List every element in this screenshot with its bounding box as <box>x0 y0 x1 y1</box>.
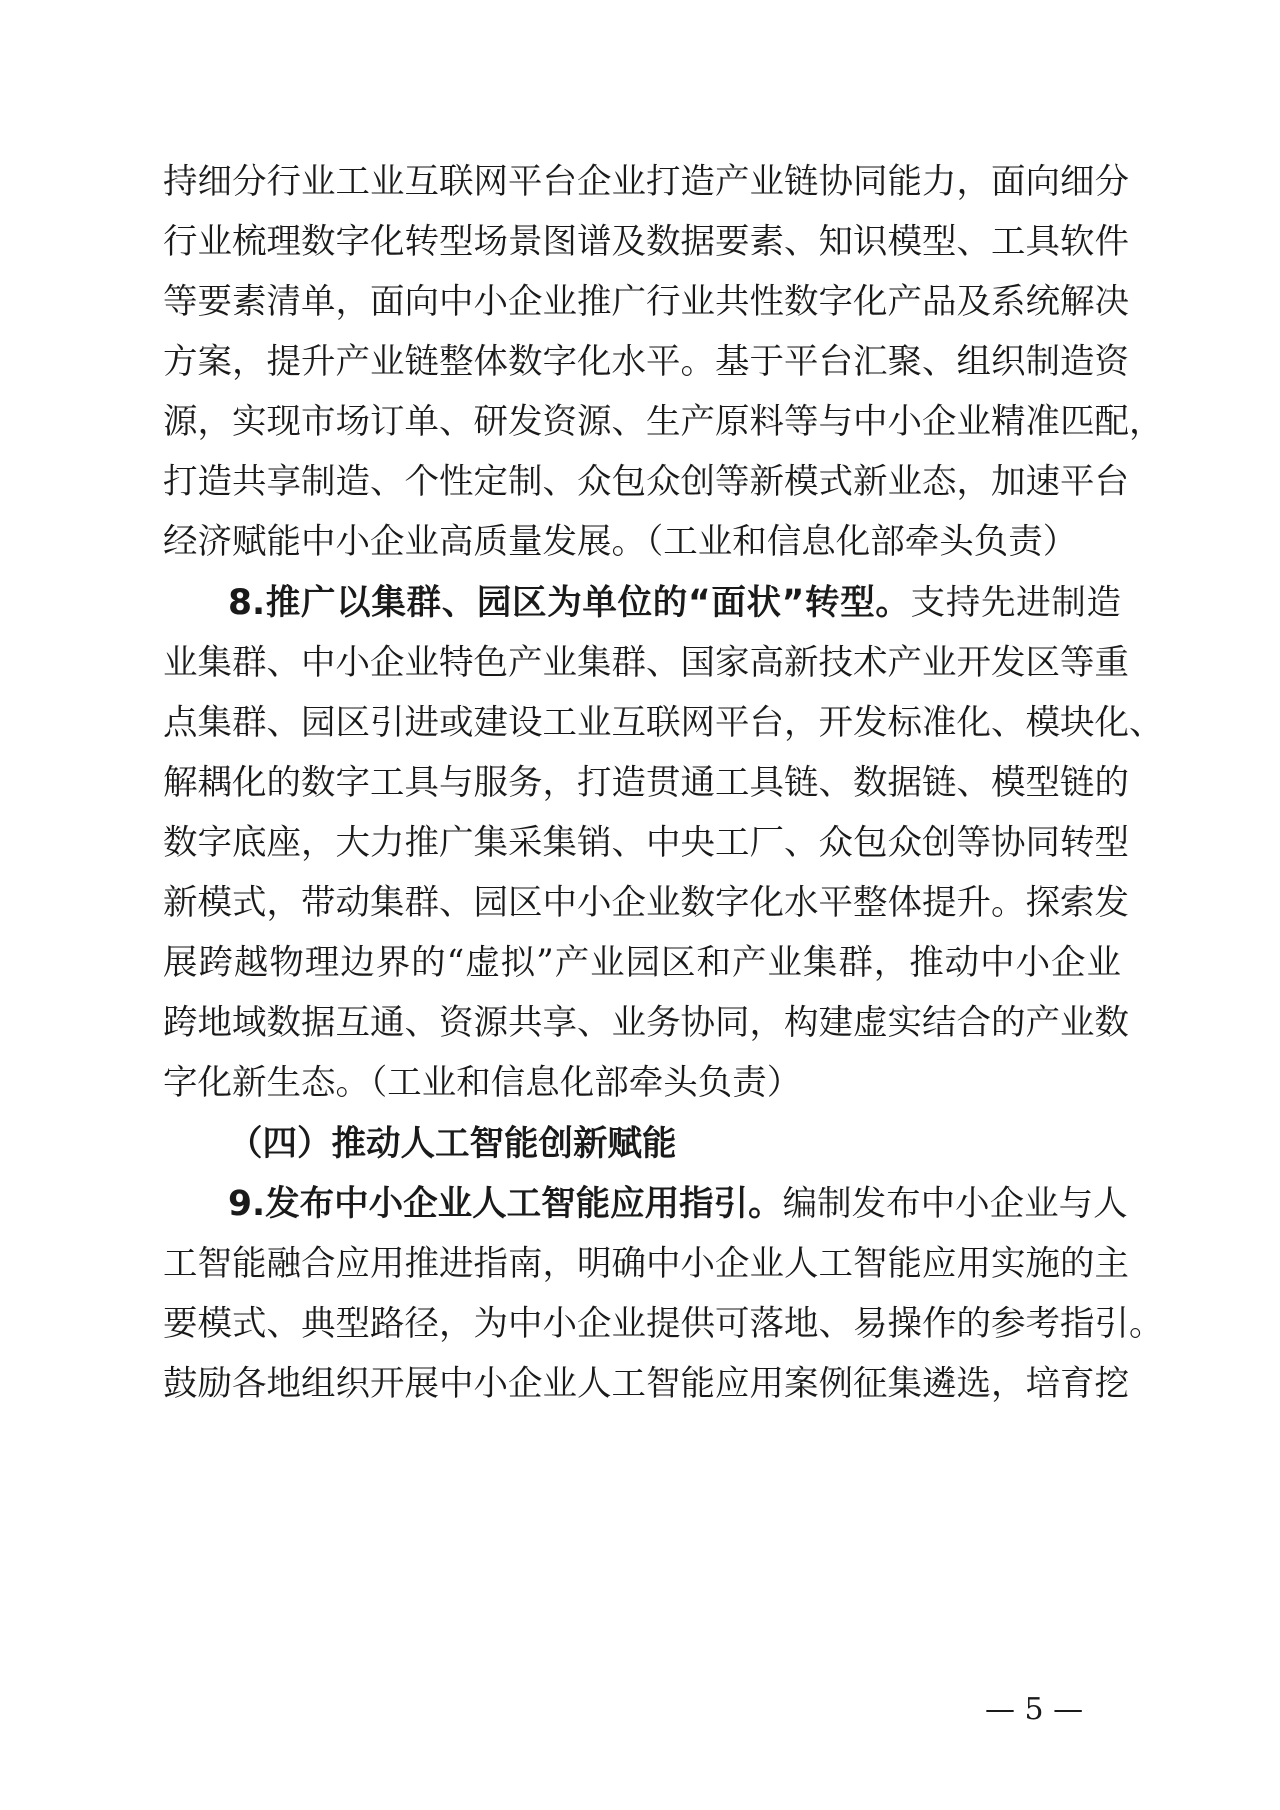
text-line: 打造共享制造、个性定制、众包众创等新模式新业态，加速平台 <box>163 462 1129 502</box>
text-line: 持细分行业工业互联网平台企业打造产业链协同能力，面向细分 <box>163 162 1129 202</box>
text-line: 源，实现市场订单、研发资源、生产原料等与中小企业精准匹配， <box>163 402 1164 442</box>
text-line: 字化新生态。（工业和信息化部牵头负责） <box>163 1063 802 1103</box>
text-line: 新模式，带动集群、园区中小企业数字化水平整体提升。探索发 <box>163 883 1129 923</box>
page-number: — 5 — <box>985 1692 1084 1727</box>
paragraph-title: 8.推广以集群、园区为单位的“面状”转型。 <box>228 583 911 623</box>
text-line: 鼓励各地组织开展中小企业人工智能应用案例征集遴选，培育挖 <box>163 1364 1129 1404</box>
text-line: 工智能融合应用推进指南，明确中小企业人工智能应用实施的主 <box>163 1244 1129 1284</box>
text-line: 数字底座，大力推广集采集销、中央工厂、众包众创等协同转型 <box>163 823 1129 863</box>
section-heading: （四）推动人工智能创新赋能 <box>228 1124 677 1164</box>
text-line: 行业梳理数字化转型场景图谱及数据要素、知识模型、工具软件 <box>163 222 1129 262</box>
text-line: 跨地域数据互通、资源共享、业务协同，构建虚实结合的产业数 <box>163 1003 1129 1043</box>
text-line: 方案，提升产业链整体数字化水平。基于平台汇聚、组织制造资 <box>163 342 1129 382</box>
paragraph-first-line <box>228 1184 1128 1224</box>
paragraph-text: 支持先进制造 <box>910 583 1121 623</box>
text-line: 解耦化的数字工具与服务，打造贯通工具链、数据链、模型链的 <box>163 763 1129 803</box>
text-line: 业集群、中小企业特色产业集群、国家高新技术产业开发区等重 <box>163 643 1129 683</box>
text-line: 展跨越物理边界的“虚拟”产业园区和产业集群，推动中小企业 <box>163 943 1121 983</box>
text-line: 等要素清单，面向中小企业推广行业共性数字化产品及系统解决 <box>163 282 1129 322</box>
text-line: 经济赋能中小企业高质量发展。（工业和信息化部牵头负责） <box>163 522 1078 562</box>
text-line: 要模式、典型路径，为中小企业提供可落地、易操作的参考指引。 <box>163 1304 1164 1344</box>
paragraph-first-line <box>228 583 1121 623</box>
paragraph-text: 编制发布中小企业与人 <box>782 1184 1128 1224</box>
text-line: 点集群、园区引进或建设工业互联网平台，开发标准化、模块化、 <box>163 703 1164 743</box>
paragraph-title: 9.发布中小企业人工智能应用指引。 <box>228 1184 783 1224</box>
